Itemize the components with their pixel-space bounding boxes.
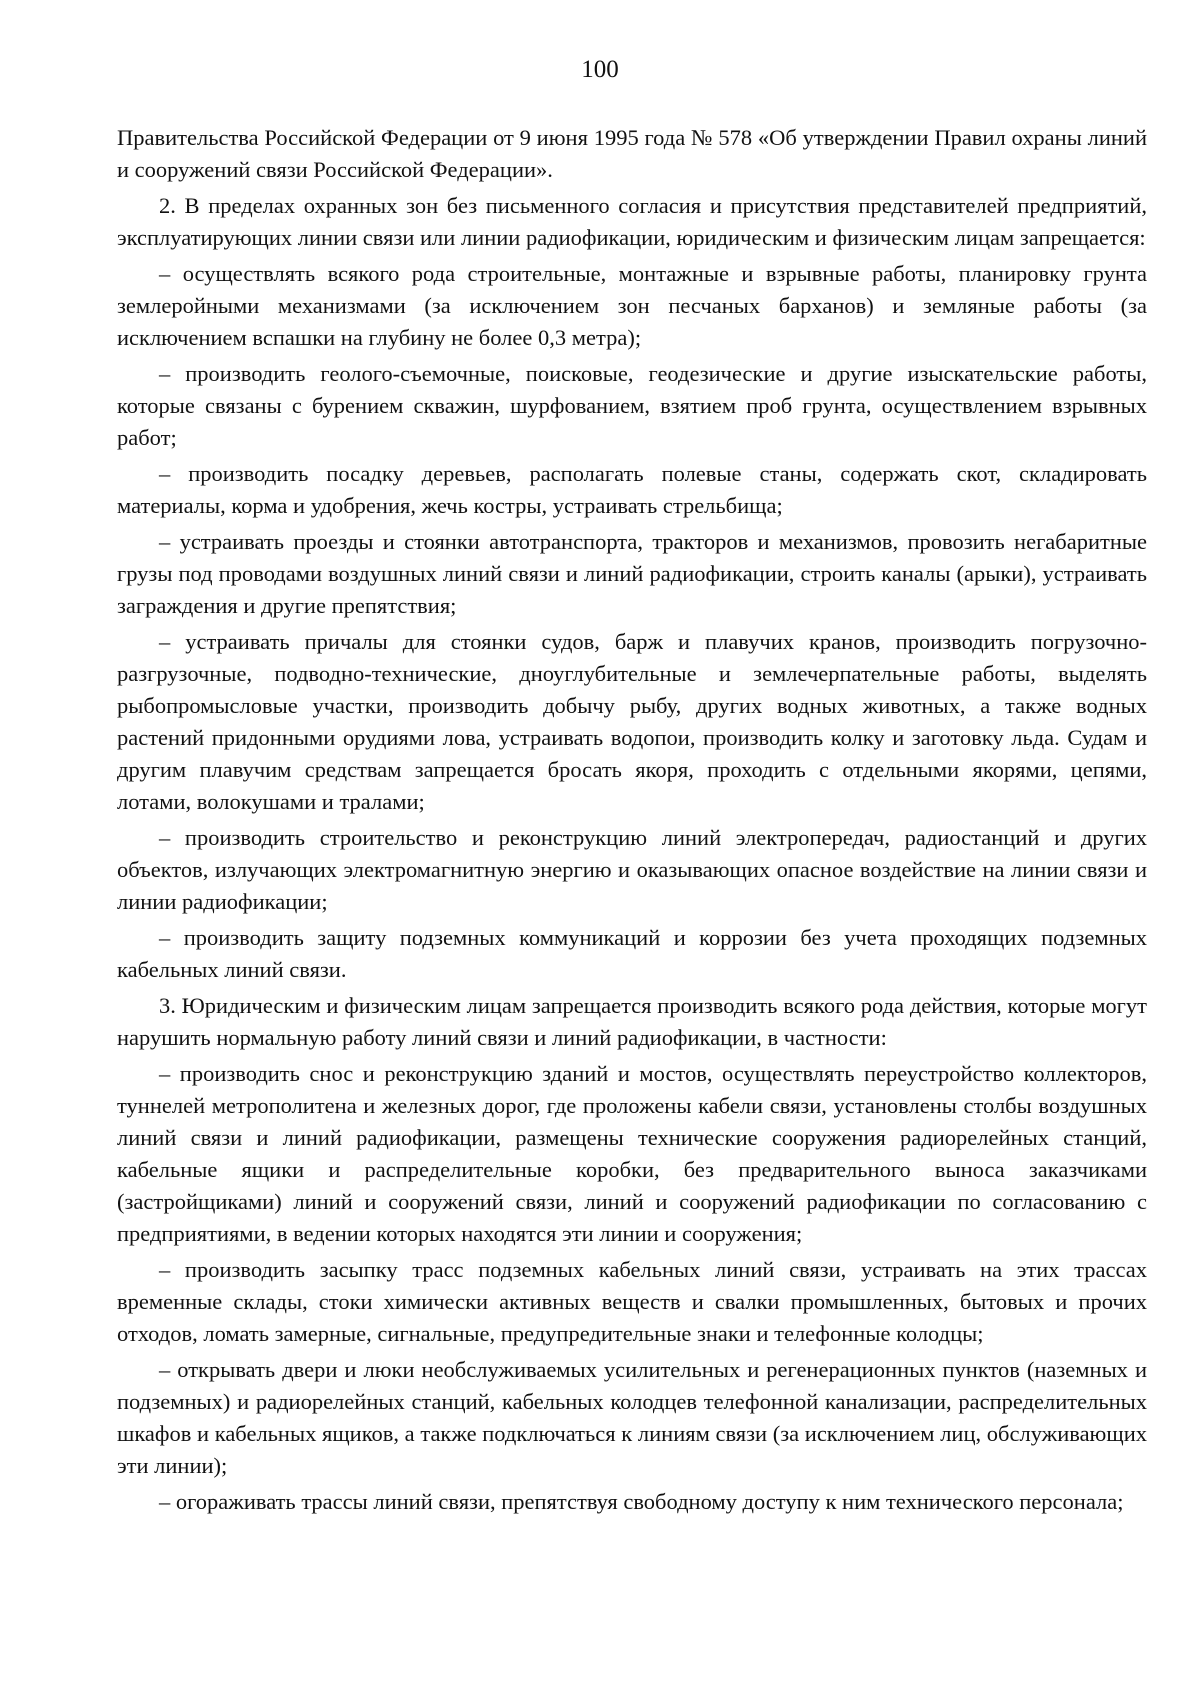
list-item-berths: – устраивать причалы для стоянки судов, барж и плавучих кранов, производить погрузочно-разгрузочные, подводно-технические, дноуглубительные и землечерпательные работы, выделять рыбопромысловые участки, производить добычу рыбу, других водных животных, а также водных растений придонными орудиями лова, устраивать водопои, производить колку и заготовку льда. Судам и другим плавучим средствам запрещается бросать якоря, проходить с отдельными якорями, цепями, лотами, волокушами и тралами;	[117, 629, 1147, 814]
list-item-opening-doors: – открывать двери и люки необслуживаемых усилительных и регенерационных пунктов (наземных и подземных) и радиорелейных станций, кабельных колодцев телефонной канализации, распределительных шкафов и кабельных ящиков, а также подключаться к линиям связи (за исключением лиц, обслуживающих эти линии);	[117, 1357, 1147, 1478]
page-number: 100	[581, 56, 619, 83]
paragraph-continuation: Правительства Российской Федерации от 9 июня 1995 года № 578 «Об утверждении Правил охраны линий и сооружений связи Российской Федерации».	[117, 125, 1147, 182]
list-item-power-lines: – производить строительство и реконструкцию линий электропередач, радиостанций и других объектов, излучающих электромагнитную энергию и оказывающих опасное воздействие на линии связи и линии радиофикации;	[117, 825, 1147, 914]
list-item-planting: – производить посадку деревьев, располагать полевые станы, содержать скот, складировать материалы, корма и удобрения, жечь костры, устраивать стрельбища;	[117, 461, 1147, 518]
paragraph-item-2: 2. В пределах охранных зон без письменного согласия и присутствия представителей предприятий, эксплуатирующих линии связи или линии радиофикации, юридическим и физическим лицам запрещается:	[117, 193, 1147, 250]
document-body	[117, 122, 1147, 1522]
list-item-passages: – устраивать проезды и стоянки автотранспорта, тракторов и механизмов, провозить негабаритные грузы под проводами воздушных линий связи и линий радиофикации, строить каналы (арыки), устраивать заграждения и другие препятствия;	[117, 529, 1147, 618]
list-item-survey-works: – производить геолого-съемочные, поисковые, геодезические и другие изыскательские работы, которые связаны с бурением скважин, шурфованием, взятием проб грунта, осуществлением взрывных работ;	[117, 361, 1147, 450]
list-item-corrosion-protection: – производить защиту подземных коммуникаций и коррозии без учета проходящих подземных кабельных линий связи.	[117, 925, 1147, 982]
list-item-fencing: – огораживать трассы линий связи, препятствуя свободному доступу к ним технического персонала;	[159, 1489, 1124, 1514]
paragraph-item-3: 3. Юридическим и физическим лицам запрещается производить всякого рода действия, которые могут нарушить нормальную работу линий связи и линий радиофикации, в частности:	[117, 993, 1147, 1050]
list-item-construction-works: – осуществлять всякого рода строительные, монтажные и взрывные работы, планировку грунта землеройными механизмами (за исключением зон песчаных барханов) и земляные работы (за исключением вспашки на глубину не более 0,3 метра);	[117, 261, 1147, 350]
list-item-backfilling: – производить засыпку трасс подземных кабельных линий связи, устраивать на этих трассах временные склады, стоки химически активных веществ и свалки промышленных, бытовых и прочих отходов, ломать замерные, сигнальные, предупредительные знаки и телефонные колодцы;	[117, 1257, 1147, 1346]
list-item-demolition: – производить снос и реконструкцию зданий и мостов, осуществлять переустройство коллекторов, туннелей метрополитена и железных дорог, где проложены кабели связи, установлены столбы воздушных линий связи и линий радиофикации, размещены технические сооружения радиорелейных станций, кабельные ящики и распределительные коробки, без предварительного выноса заказчиками (застройщиками) линий и сооружений связи, линий и сооружений радиофикации по согласованию с предприятиями, в ведении которых находятся эти линии и сооружения;	[117, 1061, 1147, 1246]
